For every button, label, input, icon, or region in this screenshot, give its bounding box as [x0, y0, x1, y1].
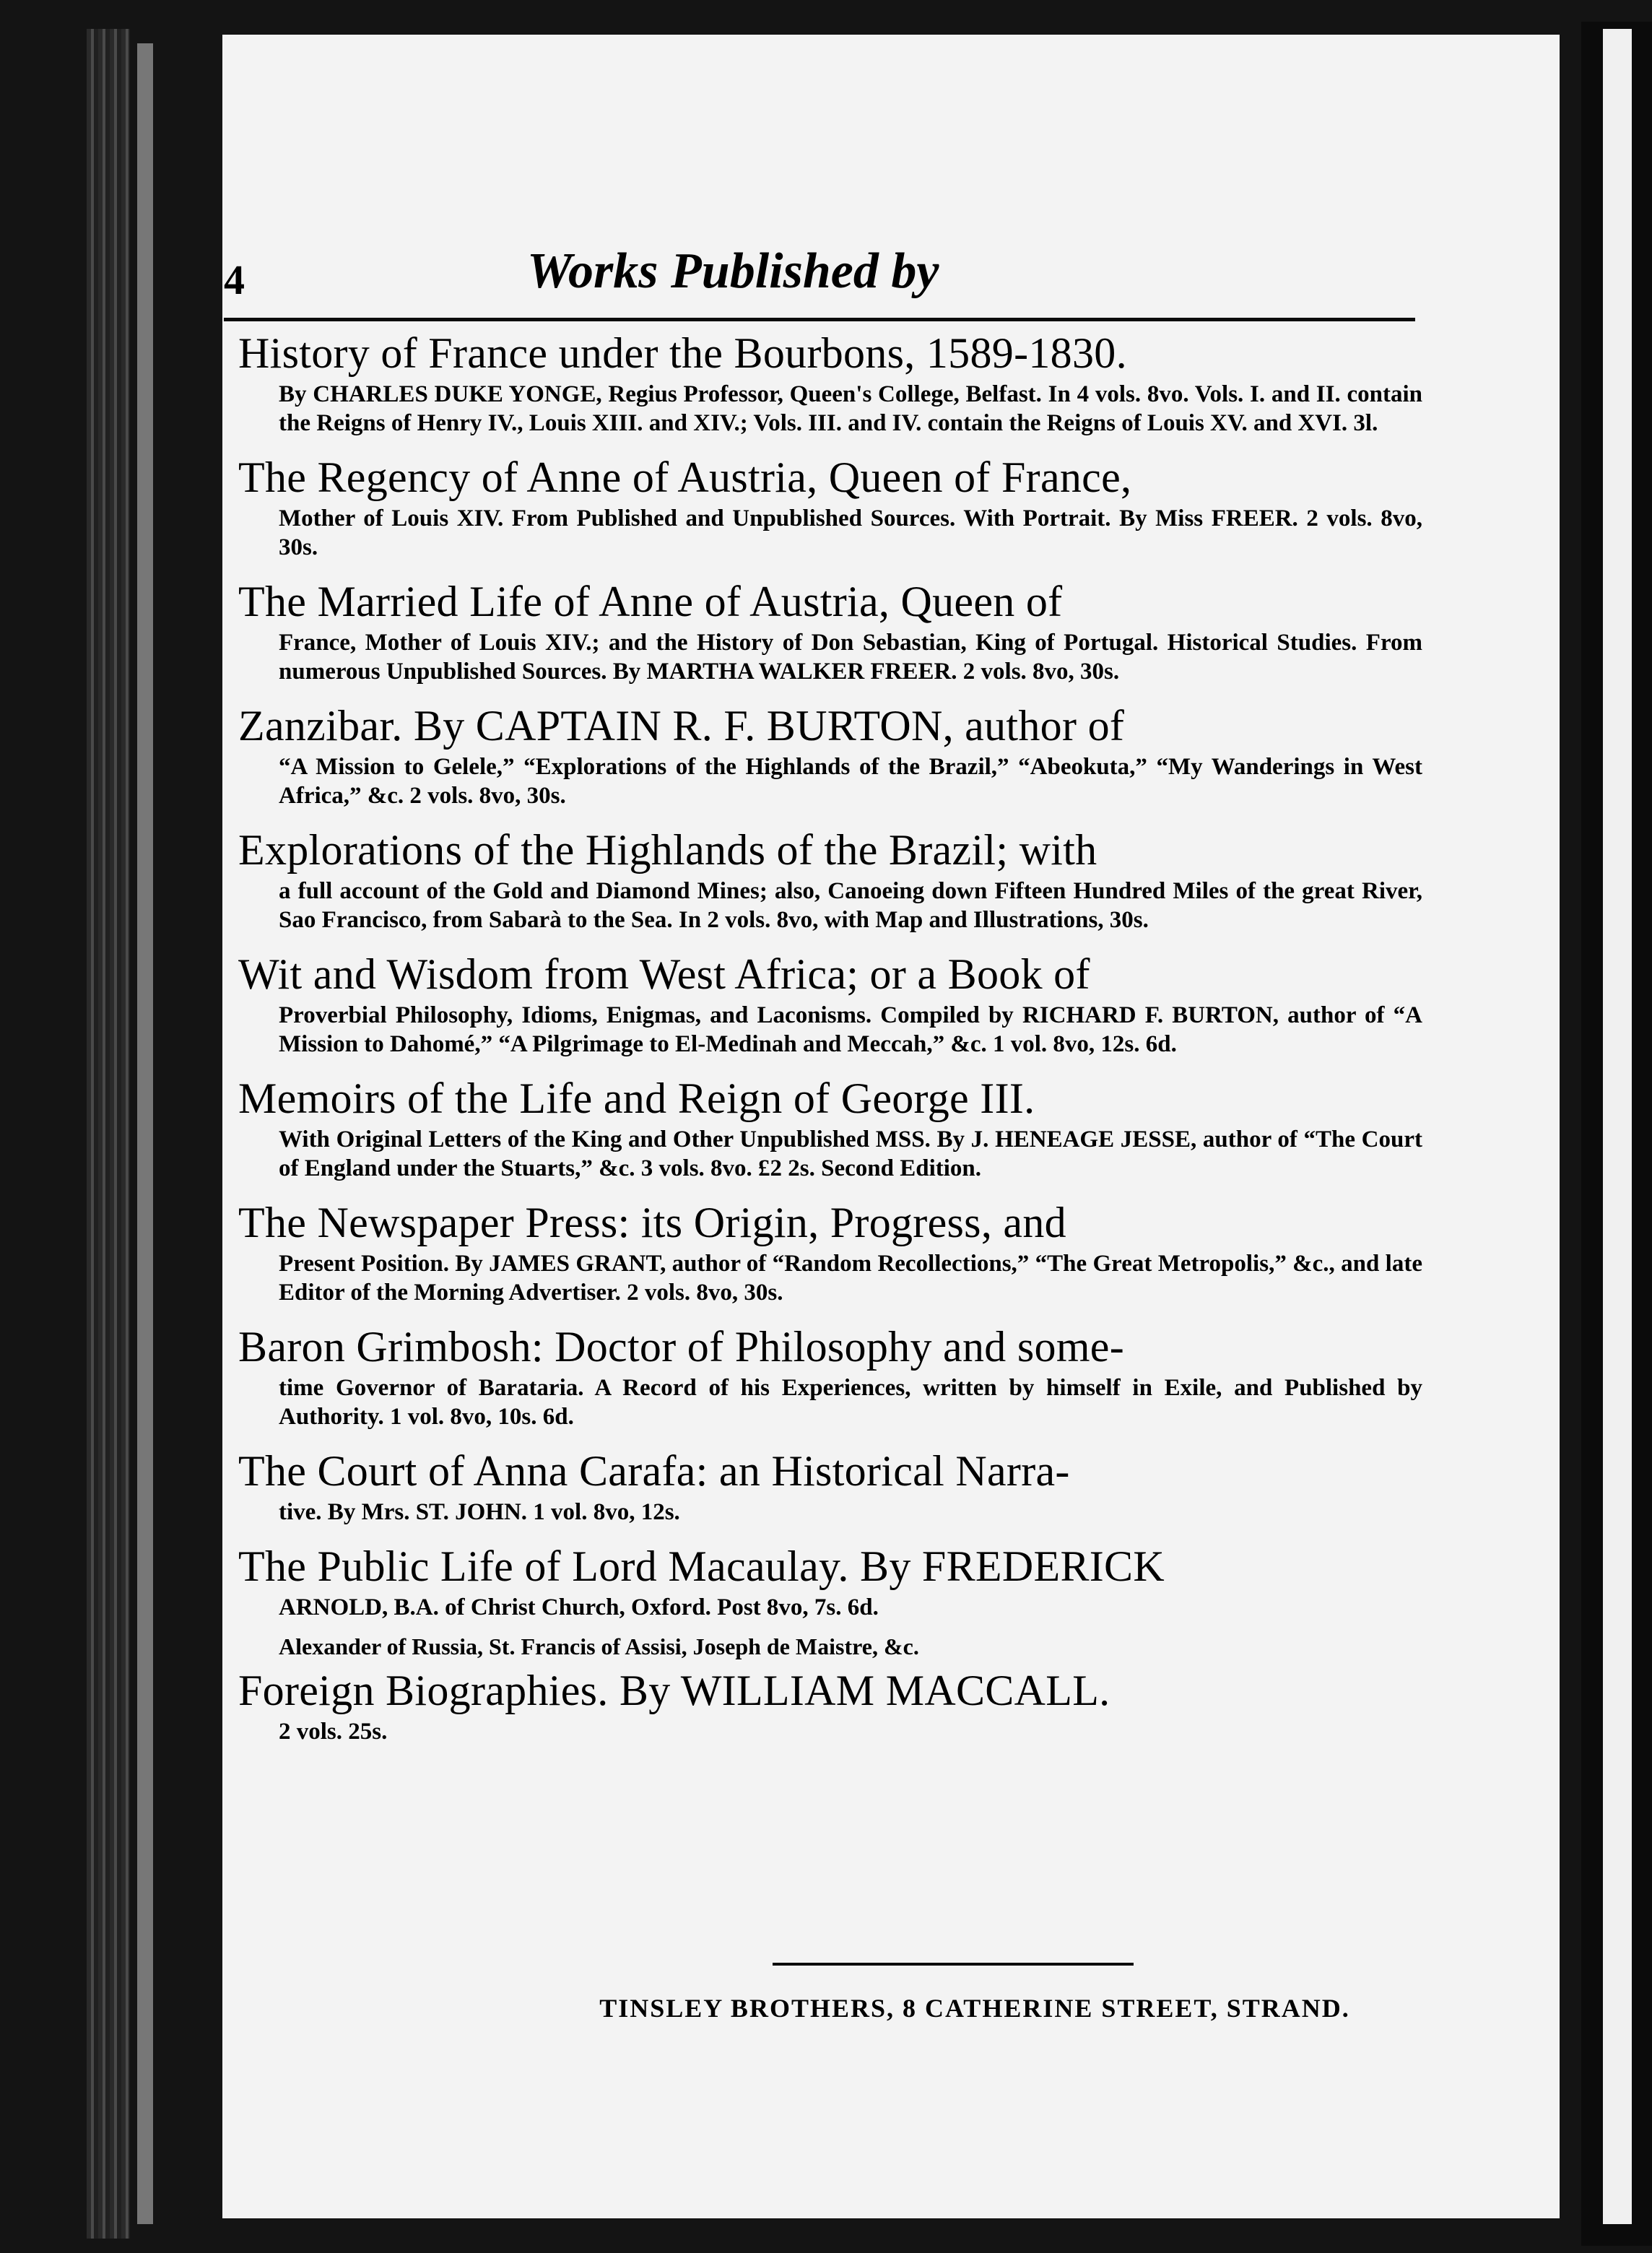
- catalogue-entry-last: [238, 1631, 1422, 1746]
- entry-description: By CHARLES DUKE YONGE, Regius Professor, Queen's College, Belfast. In 4 vols. 8vo. Vols. I. and II. contain the Reigns of Henry IV., Louis XIII. and XIV.; Vols. III. and IV. contain the Reigns of Louis XV. and XVI. 3l.: [279, 381, 1422, 436]
- page-number: 4: [224, 256, 245, 303]
- entry-title: Explorations of the Highlands of the Brazil; with: [238, 826, 1097, 874]
- entry-description: tive. By Mrs. ST. JOHN. 1 vol. 8vo, 12s.: [279, 1499, 680, 1525]
- entry-description: With Original Letters of the King and Other Unpublished MSS. By J. HENEAGE JESSE, author of “The Court of England under the Stuarts,” &c. 3 vols. 8vo. £2 2s. Second Edition.: [279, 1126, 1422, 1181]
- entry-description: Present Position. By JAMES GRANT, author of “Random Recollections,” “The Great Metropolis,” &c., and late Editor of the Morning Advertiser. 2 vols. 8vo, 30s.: [279, 1251, 1422, 1306]
- catalogue-entry: [238, 575, 1422, 686]
- next-page-edge: [1603, 29, 1632, 2224]
- page-header: [224, 230, 1415, 309]
- catalogue-entry: [238, 326, 1422, 438]
- entry-subjects-caption: Alexander of Russia, St. Francis of Assisi, Joseph de Maistre, &c.: [279, 1633, 919, 1659]
- entry-title: The Regency of Anne of Austria, Queen of France,: [238, 453, 1132, 501]
- entry-description: France, Mother of Louis XIV.; and the History of Don Sebastian, King of Portugal. Historical Studies. From numerous Unpublished Sources. By MARTHA WALKER FREER. 2 vols. 8vo, 30s.: [279, 630, 1422, 685]
- catalogue-entry: [238, 451, 1422, 562]
- entry-description: 2 vols. 25s.: [279, 1719, 388, 1745]
- entry-title: The Newspaper Press: its Origin, Progress, and: [238, 1199, 1066, 1246]
- entry-description: a full account of the Gold and Diamond Mines; also, Canoeing down Fifteen Hundred Miles of the great River, Sao Francisco, from Sabarà to the Sea. In 2 vols. 8vo, with Map and Illustrations, 30s.: [279, 878, 1422, 933]
- entry-description: ARNOLD, B.A. of Christ Church, Oxford. Post 8vo, 7s. 6d.: [279, 1594, 879, 1620]
- page-edge-highlight: [137, 43, 153, 2224]
- page-edges: [87, 29, 130, 2239]
- entry-description: time Governor of Barataria. A Record of his Experiences, written by himself in Exile, and Published by Authority. 1 vol. 8vo, 10s. 6d.: [279, 1375, 1422, 1430]
- catalogue-entry: [238, 1196, 1422, 1307]
- catalogue-list: [238, 326, 1422, 1759]
- entry-title: History of France under the Bourbons, 1589-1830.: [238, 329, 1127, 377]
- running-title: Works Published by: [527, 243, 939, 299]
- entry-title: Memoirs of the Life and Reign of George III.: [238, 1075, 1035, 1122]
- entry-description: Mother of Louis XIV. From Published and Unpublished Sources. With Portrait. By Miss FREER. 2 vols. 8vo, 30s.: [279, 505, 1422, 560]
- catalogue-entry: [238, 823, 1422, 934]
- footer-rule: [773, 1963, 1134, 1966]
- entry-title: Baron Grimbosh: Doctor of Philosophy and some-: [238, 1323, 1125, 1371]
- catalogue-entry: [238, 947, 1422, 1059]
- catalogue-entry: [238, 1540, 1422, 1622]
- entry-title: Zanzibar. By CAPTAIN R. F. BURTON, author of: [238, 702, 1125, 750]
- entry-title: The Public Life of Lord Macaulay. By FREDERICK: [238, 1542, 1165, 1590]
- entry-title: The Court of Anna Carafa: an Historical Narra-: [238, 1447, 1070, 1495]
- catalogue-entry: [238, 1072, 1422, 1183]
- entry-description: Proverbial Philosophy, Idioms, Enigmas, and Laconisms. Compiled by RICHARD F. BURTON, author of “A Mission to Dahomé,” “A Pilgrimage to El-Medinah and Meccah,” &c. 1 vol. 8vo, 12s. 6d.: [279, 1002, 1422, 1057]
- catalogue-entry: [238, 699, 1422, 810]
- header-rule: [224, 318, 1415, 321]
- entry-description: “A Mission to Gelele,” “Explorations of the Highlands of the Brazil,” “Abeokuta,” “My Wanderings in West Africa,” &c. 2 vols. 8vo, 30s.: [279, 754, 1422, 809]
- catalogue-entry: [238, 1444, 1422, 1527]
- entry-title: The Married Life of Anne of Austria, Queen of: [238, 578, 1063, 625]
- catalogue-entry: [238, 1320, 1422, 1431]
- publisher-imprint: TINSLEY BROTHERS, 8 CATHERINE STREET, STRAND.: [599, 1994, 1350, 2023]
- entry-title: Foreign Biographies. By WILLIAM MACCALL.: [238, 1667, 1110, 1714]
- entry-title: Wit and Wisdom from West Africa; or a Book of: [238, 950, 1090, 998]
